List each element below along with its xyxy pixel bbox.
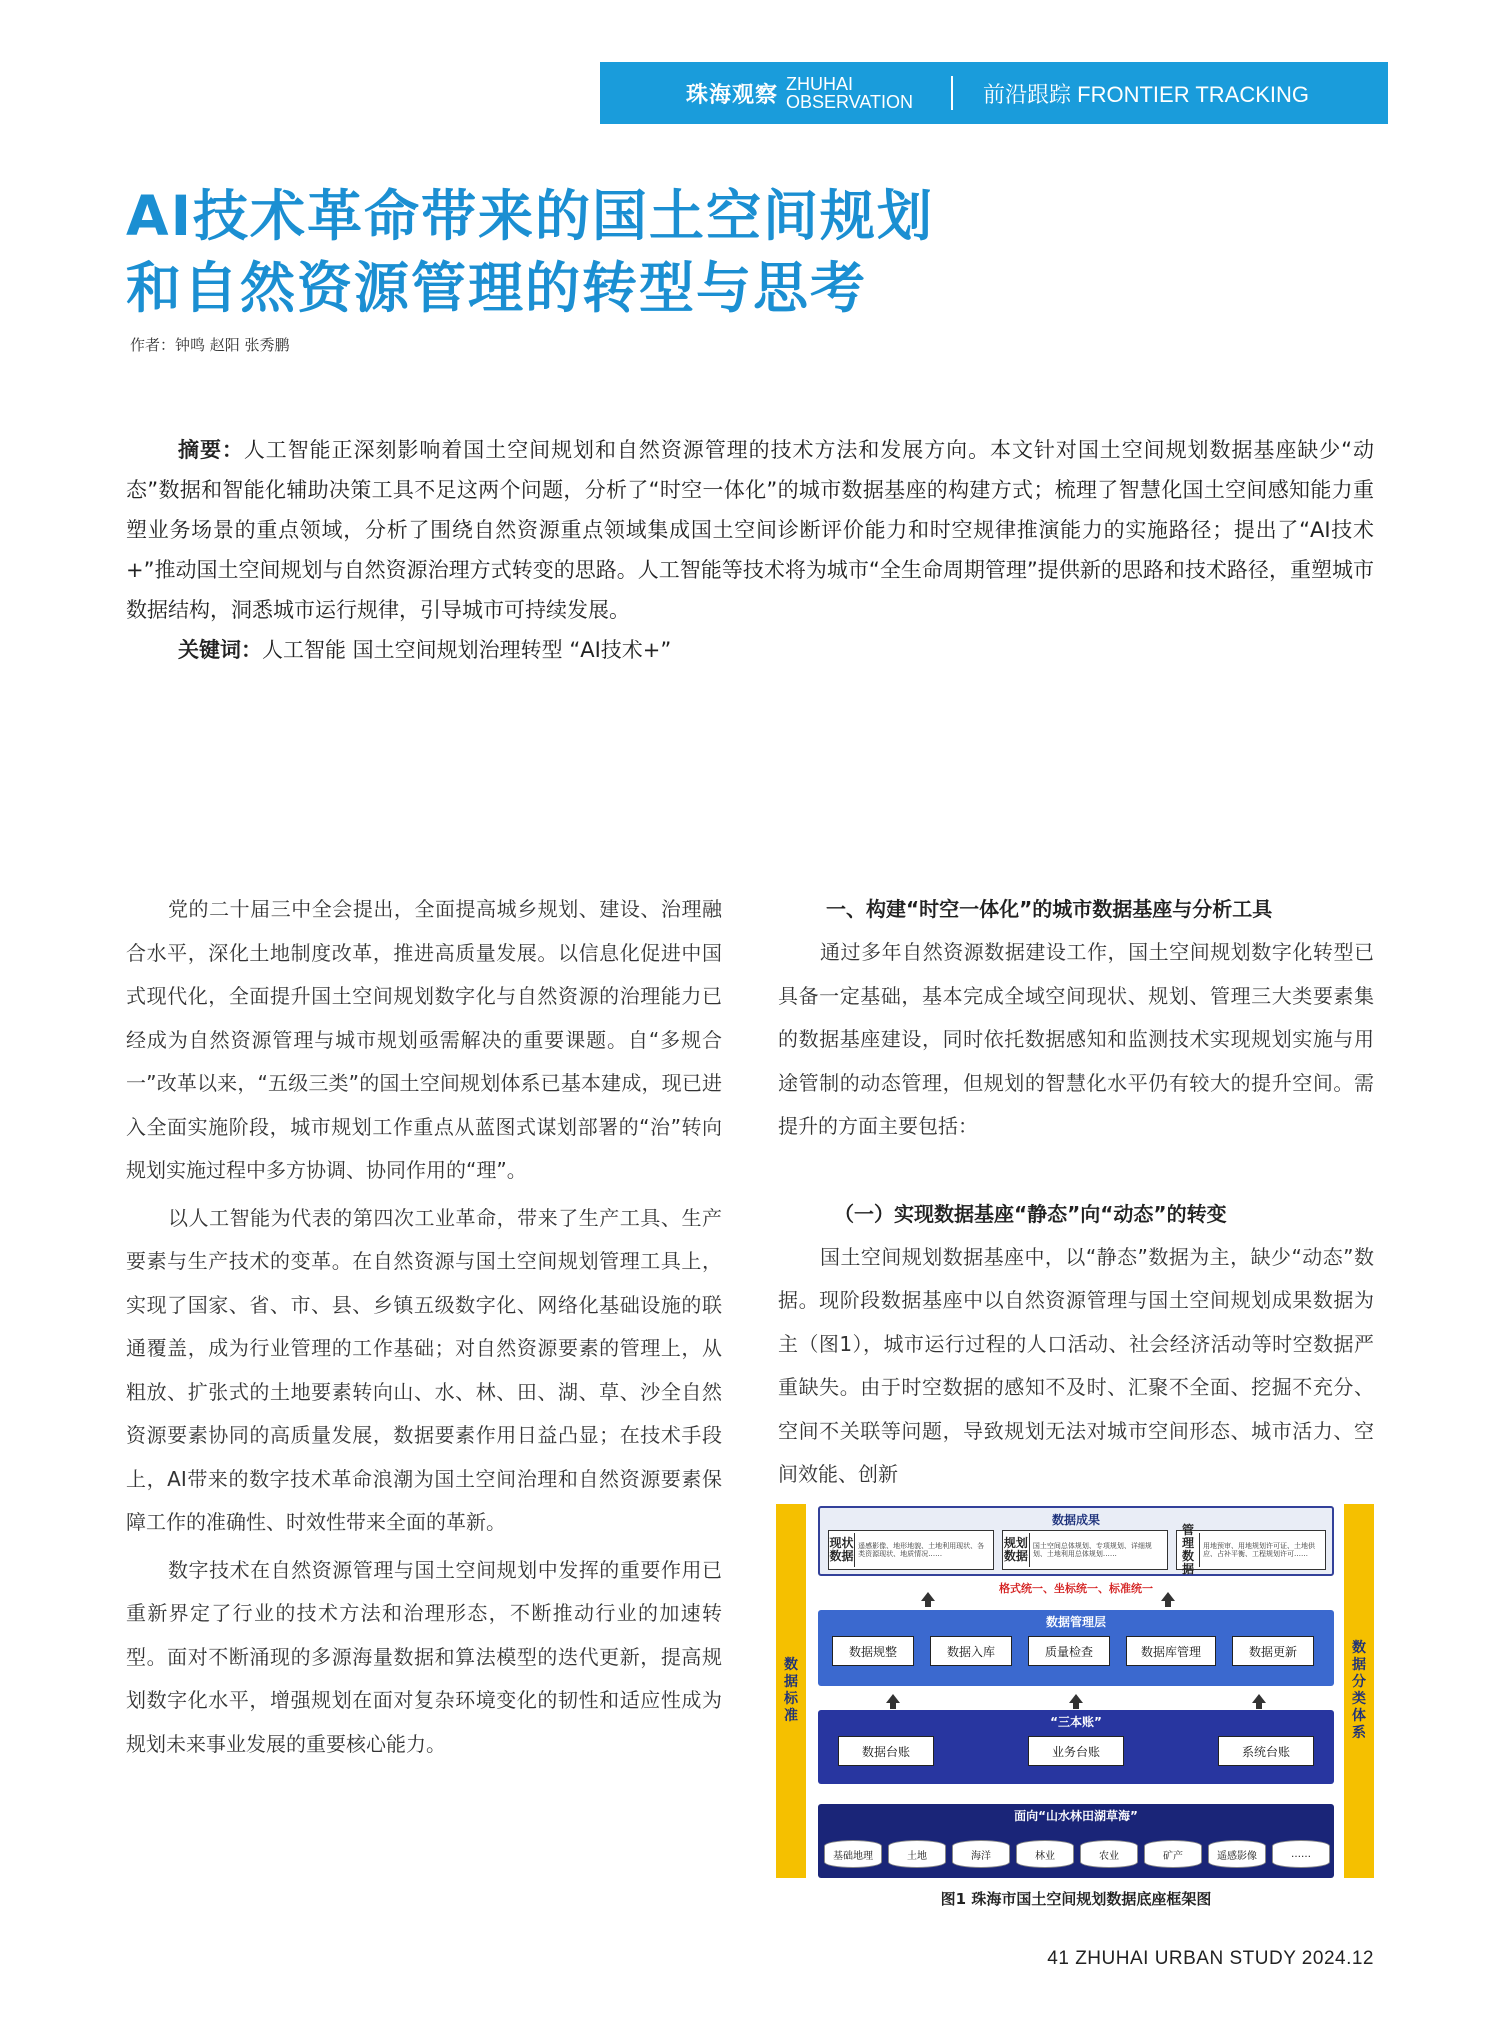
management-item: 数据规整 (832, 1636, 914, 1666)
title-line-2: 和自然资源管理的转型与思考 (126, 256, 868, 320)
management-item: 质量检查 (1028, 1636, 1110, 1666)
resource-database: 林业 (1016, 1840, 1074, 1868)
result-box-desc: 用地预审、用地规划许可证、土地供应、占补平衡、工程规划许可…… (1199, 1533, 1325, 1567)
track-label: 前沿跟踪 FRONTIER TRACKING (983, 81, 1309, 107)
tier-title: 数据管理层 (1045, 1615, 1106, 1629)
result-box (1176, 1523, 1326, 1576)
resource-database: 农业 (1080, 1840, 1138, 1868)
body-paragraph: 党的二十届三中全会提出，全面提高城乡规划、建设、治理融合水平，深化土地制度改革，推进高质量发展。以信息化促进中国式现代化，全面提升国土空间规划数字化与自然资源的治理能力已经成为自然资源管理与城市规划亟需解决的重要课题。自“多规合一”改革以来，“五级三类”的国土空间规划体系已基本建成，现已进入全面实施阶段，城市规划工作重点从蓝图式谋划部署的“治”转向规划实施过程中多方协调、协同作用的“理”。 (126, 897, 722, 1182)
body-paragraph: 通过多年自然资源数据建设工作，国土空间规划数字化转型已具备一定基础，基本完成全域空间现状、规划、管理三大类要素集的数据基座建设，同时依托数据感知和监测技术实现规划实施与用途管制的动态管理，但规划的智慧化水平仍有较大的提升空间。需提升的方面主要包括： (778, 940, 1374, 1138)
subsection-heading: （一）实现数据基座“静态”向“动态”的转变 (834, 1201, 1227, 1226)
article-title (126, 180, 1126, 324)
abstract-paragraph (126, 430, 1374, 630)
tier-title: “三本账” (1050, 1715, 1102, 1729)
resource-database: 土地 (888, 1840, 946, 1868)
tier-data-results (818, 1506, 1334, 1576)
section-name-en (786, 75, 913, 111)
left-column (126, 888, 722, 1770)
page-footer: 41 ZHUHAI URBAN STUDY 2024.12 (1047, 1948, 1374, 1969)
keywords-label: 关键词： (178, 638, 262, 662)
body-paragraph: 以人工智能为代表的第四次工业革命，带来了生产工具、生产要素与生产技术的变革。在自然资源与国土空间规划管理工具上，实现了国家、省、市、县、乡镇五级数字化、网络化基础设施的联通覆盖，成为行业管理的工作基础；对自然资源要素的管理上，从粗放、扩张式的土地要素转向山、水、林、田、湖、草、沙全自然资源要素协同的高质量发展，数据要素作用日益凸显；在技术手段上，AI带来的数字技术革命浪潮为国土空间治理和自然资源要素保障工作的准确性、时效性带来全面的革新。 (126, 1205, 722, 1534)
up-arrow (1161, 1592, 1175, 1601)
tier-title: 面向“山水林田湖草海” (1014, 1809, 1138, 1823)
framework-figure (776, 1504, 1376, 1880)
ledger-item: 数据台账 (838, 1736, 934, 1766)
body-paragraph: 数字技术在自然资源管理与国土空间规划中发挥的重要作用已重新界定了行业的技术方法和治理形态，不断推动行业的加速转型。面对不断涌现的多源海量数据和算法模型的迭代更新，提高规划数字化水平，增强规划在面对复杂环境变化的韧性和适应性成为规划未来事业发展的重要核心能力。 (126, 1557, 722, 1756)
resource-database: …… (1272, 1840, 1330, 1868)
management-item: 数据更新 (1232, 1636, 1314, 1666)
result-box (828, 1530, 994, 1570)
right-column (778, 888, 1374, 1501)
result-box-key: 现状数据 (829, 1536, 854, 1563)
section-banner (600, 62, 1388, 124)
up-arrow (886, 1694, 900, 1703)
abstract-text: 人工智能正深刻影响着国土空间规划和自然资源管理的技术方法和发展方向。本文针对国土空间规划数据基座缺少“动态”数据和智能化辅助决策工具不足这两个问题，分析了“时空一体化”的城市数据基座的构建方式；梳理了智慧化国土空间感知能力重塑业务场景的重点领域，分析了围绕自然资源重点领域集成国土空间诊断评价能力和时空规律推演能力的实施路径；提出了“AI技术+”推动国土空间规划与自然资源治理方式转变的思路。人工智能等技术将为城市“全生命周期管理”提供新的思路和技术路径，重塑城市数据结构，洞悉城市运行规律，引导城市可持续发展。 (126, 438, 1375, 622)
body-paragraph: 国土空间规划数据基座中，以“静态”数据为主，缺少“动态”数据。现阶段数据基座中以自然资源管理与国土空间规划成果数据为主（图1），城市运行过程的人口活动、社会经济活动等时空数据严重缺失。由于时空数据的感知不及时、汇聚不全面、挖掘不充分、空间不关联等问题，导致规划无法对城市空间形态、城市活力、空间效能、创新 (778, 1244, 1374, 1486)
side-label-right: 数据分类体系 (1352, 1640, 1366, 1741)
title-line-1: AI技术革命带来的国土空间规划 (126, 184, 935, 248)
resource-database: 矿产 (1144, 1840, 1202, 1868)
unify-text: 格式统一、坐标统一、标准统一 (999, 1582, 1153, 1595)
section-name-en-line2: OBSERVATION (786, 92, 914, 112)
management-item: 数据入库 (930, 1636, 1012, 1666)
keywords-paragraph (126, 630, 1374, 670)
result-box-key: 规划数据 (1003, 1536, 1028, 1563)
up-arrow (1252, 1694, 1266, 1703)
section-name-cn: 珠海观察 (686, 82, 779, 108)
tier-natural-resources (818, 1804, 1334, 1878)
tier-data-management (818, 1610, 1334, 1686)
figure-caption: 图1 珠海市国土空间规划数据底座框架图 (940, 1890, 1212, 1908)
ledger-item: 系统台账 (1218, 1736, 1314, 1766)
authors: 作者：钟鸣 赵阳 张秀鹏 (130, 336, 290, 354)
side-label-left: 数据标准 (784, 1657, 798, 1724)
resource-database: 遥感影像 (1208, 1840, 1266, 1868)
data-classification-bar (1344, 1504, 1374, 1878)
result-box-desc: 国土空间总体规划、专项规划、详细规划、土地利用总体规划…… (1029, 1533, 1167, 1567)
keywords-text: 人工智能 国土空间规划治理转型 “AI技术+” (262, 638, 672, 662)
banner-divider (951, 76, 953, 110)
data-standard-bar (776, 1504, 806, 1878)
tier-title: 数据成果 (1051, 1513, 1100, 1527)
up-arrow (1069, 1694, 1083, 1703)
abstract-label: 摘要： (178, 438, 244, 462)
resource-database: 海洋 (952, 1840, 1010, 1868)
section-name-en-line1: ZHUHAI (786, 74, 854, 94)
result-box-desc: 遥感影像、地形地貌、土地利用现状、各类资源现状、地质情况…… (854, 1533, 993, 1567)
ledger-item: 业务台账 (1028, 1736, 1124, 1766)
management-item: 数据库管理 (1126, 1636, 1216, 1666)
tier-three-ledgers (818, 1710, 1334, 1784)
resource-database: 基础地理 (824, 1840, 882, 1868)
section-heading: 一、构建“时空一体化”的城市数据基座与分析工具 (826, 897, 1273, 921)
result-box-key: 管理数据 (1181, 1523, 1194, 1576)
abstract-block (126, 430, 1374, 670)
result-box (1002, 1530, 1168, 1570)
